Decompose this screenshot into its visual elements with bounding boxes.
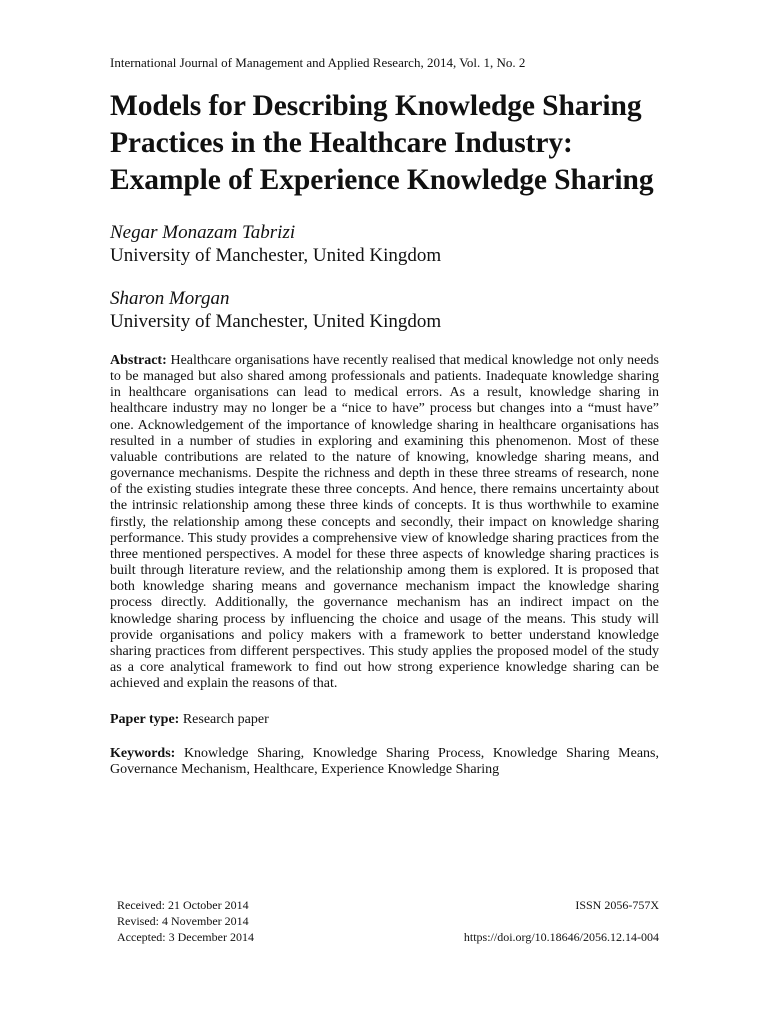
author-block-2 [110,287,659,334]
keywords [110,746,659,779]
author-block-1 [110,221,659,268]
author-name: Negar Monazam Tabrizi [110,222,296,243]
keywords-value: Knowledge Sharing, Knowledge Sharing Process, Knowledge Sharing Means, Governance Mechanism, Healthcare, Experience Knowledge Sharing [110,745,660,778]
issn: ISSN 2056-757X [575,898,659,912]
abstract [110,353,659,692]
revised-date: Revised: 4 November 2014 [117,914,249,928]
paper-type [110,712,659,729]
author-affiliation: University of Manchester, United Kingdom [110,245,442,266]
paper-type-value: Research paper [182,712,269,728]
footer-row [117,929,659,945]
accepted-date: Accepted: 3 December 2014 [117,930,254,944]
paper-title: Models for Describing Knowledge Sharing Practices in the Healthcare Industry: Example of Experience Knowledge Sharing [110,90,654,196]
abstract-text: Healthcare organisations have recently realised that medical knowledge not only needs to be managed but also shared among professionals and patients. Inadequate knowledge sharing in healthcare organisations can lead to medical errors. As a result, knowledge sharing in healthcare industry may no longer be a “nice to have” process but changes into a “must have” one. Acknowledgement of the importance of knowledge sharing in healthcare organisations has resulted in a number of studies in exploring and examining this phenomenon. Most of these valuable contributions are related to the nature of knowing, knowledge sharing means, and governance mechanisms. Despite the richness and depth in these three streams of research, none of the existing studies integrate these three concepts. And hence, there remains uncertainty about the intrinsic relationship among these three kinds of concepts. It is thus worthwhile to examine firstly, the relationship among these concepts and secondly, their impact on knowledge sharing performance. This study provides a comprehensive view of knowledge sharing practices from the three mentioned perspectives. A model for these three aspects of knowledge sharing practices is built through literature review, and the relationship among them is explored. It is proposed that both knowledge sharing means and governance mechanism impact the knowledge sharing process directly. Additionally, the governance mechanism has an indirect impact on the knowledge sharing process by influencing the choice and usage of the means. This study will provide organisations and policy makers with a framework to better understand knowledge sharing practices from different perspectives. This study applies the proposed model of the study as a core analytical framework to find out how strong experience knowledge sharing can be achieved and explain the reasons of that. [110,353,660,692]
abstract-label: Abstract: [110,353,167,368]
author-affiliation: University of Manchester, United Kingdom [110,311,442,332]
footer [117,897,659,945]
paper-first-page [110,54,659,779]
doi-link[interactable]: https://doi.org/10.18646/2056.12.14-004 [463,930,659,944]
paper-type-label: Paper type: [110,712,180,728]
keywords-label: Keywords: [110,745,176,761]
footer-row [117,913,659,929]
journal-header: International Journal of Management and Applied Research, 2014, Vol. 1, No. 2 [110,55,526,70]
received-date: Received: 21 October 2014 [117,898,249,912]
author-name: Sharon Morgan [110,288,230,309]
footer-row [117,897,659,913]
